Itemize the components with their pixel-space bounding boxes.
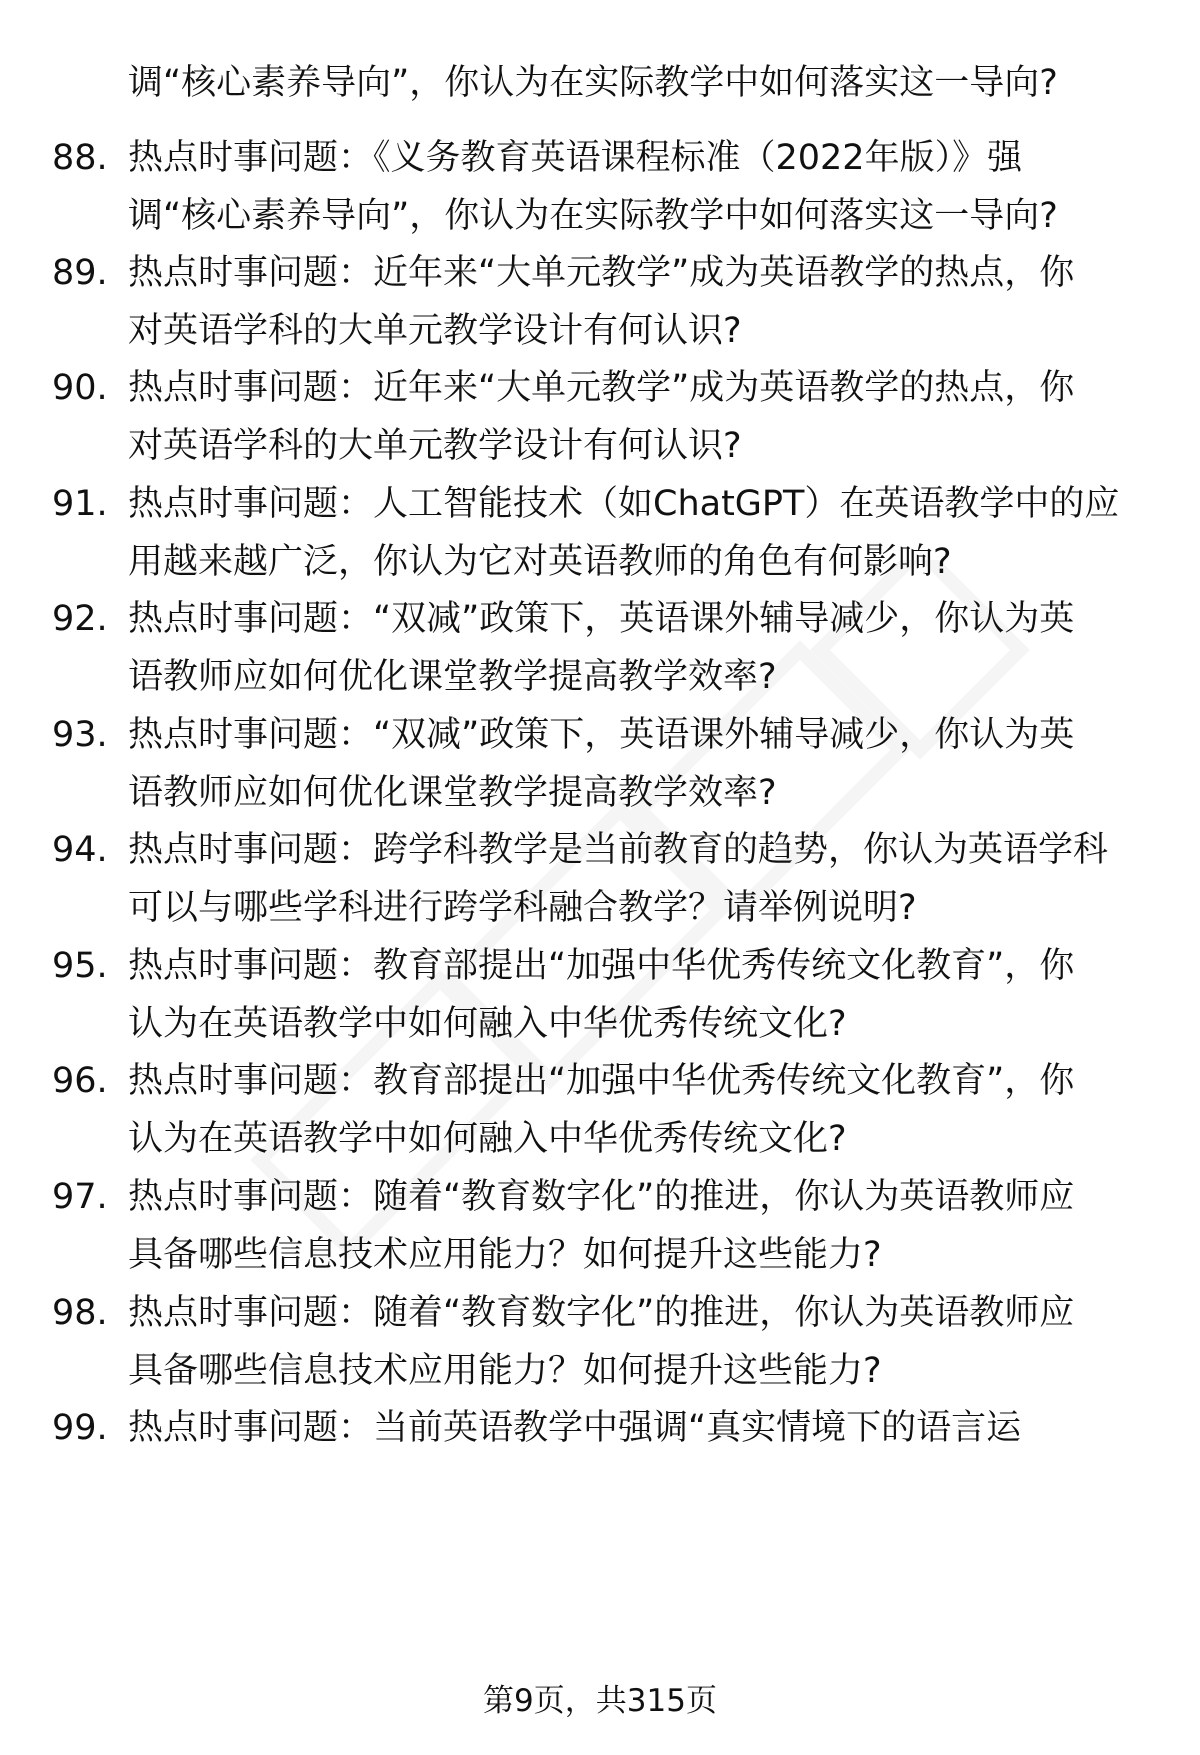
question-item bbox=[0, 1284, 1200, 1404]
question-item bbox=[0, 590, 1200, 710]
question-text-line: 调“核心素养导向”，你认为在实际教学中如何落实这一导向? bbox=[128, 196, 1058, 236]
question-item bbox=[0, 475, 1200, 595]
question-number: 91. bbox=[52, 484, 108, 524]
question-item bbox=[0, 1399, 1200, 1519]
question-text-line: 对英语学科的大单元教学设计有何认识? bbox=[128, 311, 742, 351]
page-footer: 第9页，共315页 bbox=[483, 1683, 717, 1719]
question-text-line: 热点时事问题：近年来“大单元教学”成为英语教学的热点，你 bbox=[128, 368, 1075, 408]
question-number: 93. bbox=[52, 715, 108, 755]
question-text-line: 对英语学科的大单元教学设计有何认识? bbox=[128, 426, 742, 466]
question-item bbox=[0, 1052, 1200, 1172]
question-text-line: 具备哪些信息技术应用能力？如何提升这些能力? bbox=[128, 1351, 882, 1391]
question-number: 92. bbox=[52, 599, 108, 639]
question-text-line: 热点时事问题：“双减”政策下，英语课外辅导减少，你认为英 bbox=[128, 599, 1075, 639]
question-text-line: 认为在英语教学中如何融入中华优秀传统文化? bbox=[128, 1004, 847, 1044]
question-item bbox=[0, 359, 1200, 479]
question-number: 95. bbox=[52, 946, 108, 986]
question-number: 90. bbox=[52, 368, 108, 408]
question-item bbox=[0, 129, 1200, 249]
question-text-line: 热点时事问题：《义务教育英语课程标准（2022年版）》强 bbox=[128, 138, 1023, 178]
question-text-line: 热点时事问题：随着“教育数字化”的推进，你认为英语教师应 bbox=[128, 1293, 1075, 1333]
question-text-line: 热点时事问题：人工智能技术（如ChatGPT）在英语教学中的应 bbox=[128, 484, 1120, 524]
question-number: 88. bbox=[52, 138, 108, 178]
question-text-line: 可以与哪些学科进行跨学科融合教学？请举例说明? bbox=[128, 888, 917, 928]
question-text-line: 热点时事问题：“双减”政策下，英语课外辅导减少，你认为英 bbox=[128, 715, 1075, 755]
continuation-line: 调“核心素养导向”，你认为在实际教学中如何落实这一导向? bbox=[128, 63, 1058, 103]
question-text-line: 热点时事问题：随着“教育数字化”的推进，你认为英语教师应 bbox=[128, 1177, 1075, 1217]
question-text-line: 热点时事问题：近年来“大单元教学”成为英语教学的热点，你 bbox=[128, 253, 1075, 293]
question-text-line: 热点时事问题：教育部提出“加强中华优秀传统文化教育”，你 bbox=[128, 1061, 1075, 1101]
question-text-line: 用越来越广泛，你认为它对英语教师的角色有何影响? bbox=[128, 542, 952, 582]
question-item bbox=[0, 706, 1200, 826]
question-text-line: 认为在英语教学中如何融入中华优秀传统文化? bbox=[128, 1119, 847, 1159]
question-number: 97. bbox=[52, 1177, 108, 1217]
question-text-line: 热点时事问题：跨学科教学是当前教育的趋势，你认为英语学科 bbox=[128, 830, 1109, 870]
question-text-line: 语教师应如何优化课堂教学提高教学效率? bbox=[128, 657, 777, 697]
question-item bbox=[0, 937, 1200, 1057]
question-number: 98. bbox=[52, 1293, 108, 1333]
question-item bbox=[0, 244, 1200, 364]
question-text-line: 热点时事问题：教育部提出“加强中华优秀传统文化教育”，你 bbox=[128, 946, 1075, 986]
question-number: 96. bbox=[52, 1061, 108, 1101]
question-item bbox=[0, 1168, 1200, 1288]
question-number: 89. bbox=[52, 253, 108, 293]
question-item bbox=[0, 821, 1200, 941]
question-number: 99. bbox=[52, 1408, 108, 1448]
question-text-line: 热点时事问题：当前英语教学中强调“真实情境下的语言运 bbox=[128, 1408, 1022, 1448]
question-text-line: 具备哪些信息技术应用能力？如何提升这些能力? bbox=[128, 1235, 882, 1275]
question-text-line: 语教师应如何优化课堂教学提高教学效率? bbox=[128, 773, 777, 813]
question-number: 94. bbox=[52, 830, 108, 870]
